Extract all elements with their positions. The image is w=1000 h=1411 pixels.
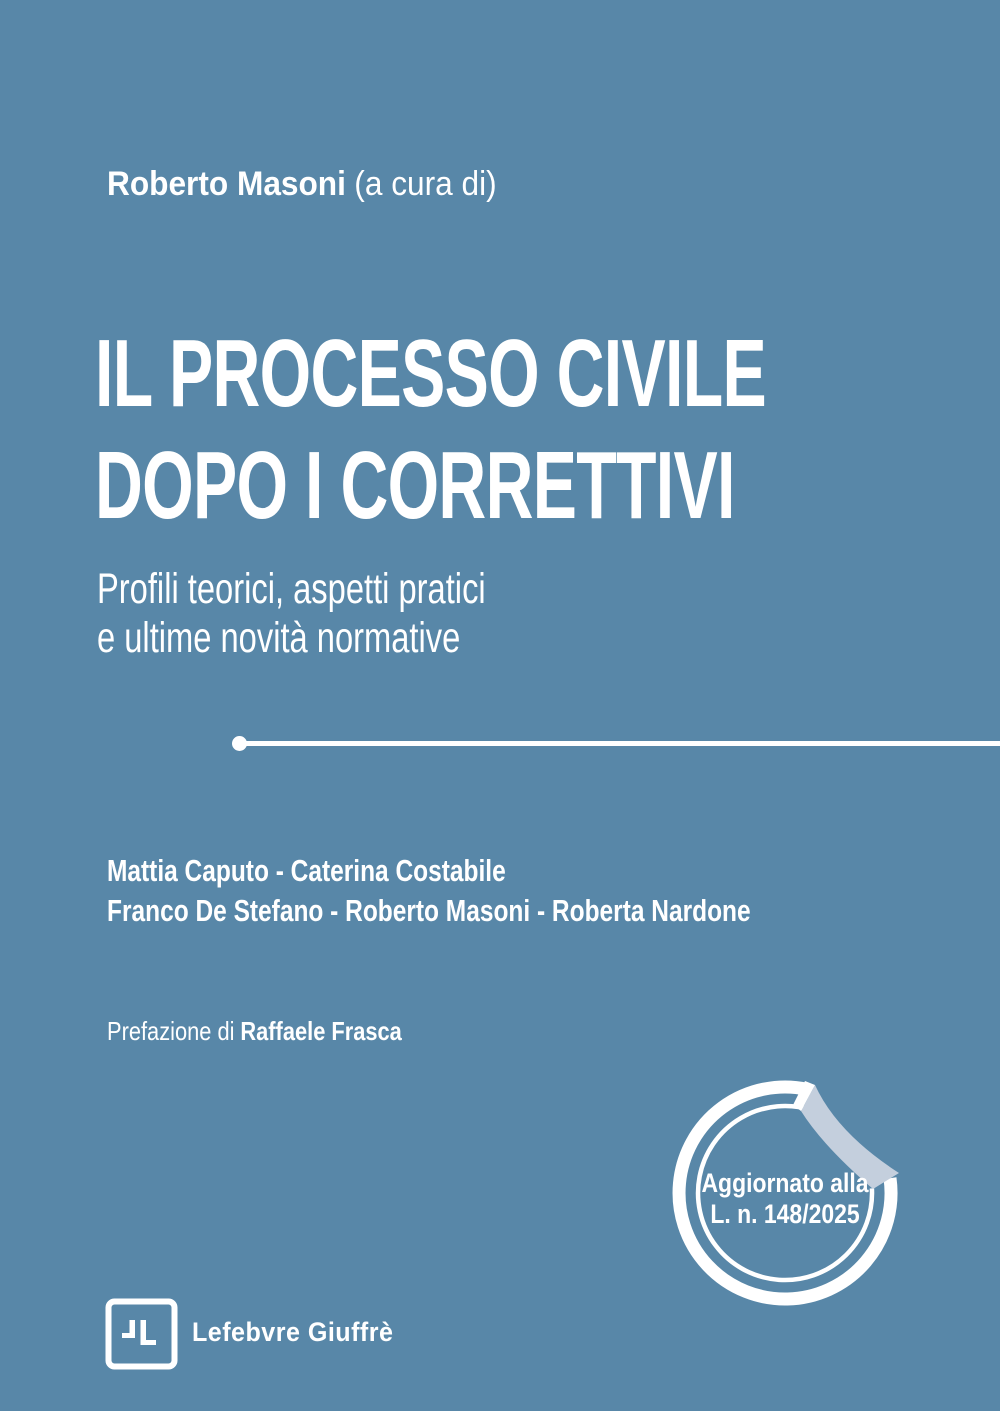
divider-rule <box>239 741 1000 746</box>
subtitle-line-1: Profili teorici, aspetti pratici <box>97 565 486 613</box>
subtitle-line-2: e ultime novità normative <box>97 614 461 662</box>
preface-name: Raffaele Frasca <box>240 1016 402 1046</box>
authors-line-1: Mattia Caputo - Caterina Costabile <box>107 853 506 888</box>
update-badge <box>675 1168 896 1230</box>
editor-name: Roberto Masoni <box>107 165 346 203</box>
subtitle <box>97 565 486 663</box>
ll-monogram-icon <box>105 1298 178 1370</box>
editor-role: (a cura di) <box>354 165 497 203</box>
badge-line-1: Aggiornato alla <box>701 1168 869 1198</box>
title-line-1: IL PROCESSO CIVILE <box>95 320 766 427</box>
editor-line <box>107 164 497 205</box>
authors-line-2: Franco De Stefano - Roberto Masoni - Roberta Nardone <box>107 893 751 928</box>
title-line-2: DOPO I CORRETTIVI <box>95 432 735 539</box>
preface-label: Prefazione di <box>107 1016 235 1046</box>
preface-line <box>107 1016 402 1047</box>
authors-block <box>107 851 751 931</box>
badge-line-2: L. n. 148/2025 <box>710 1199 860 1229</box>
publisher-name: Lefebvre Giuffrè <box>192 1317 394 1347</box>
